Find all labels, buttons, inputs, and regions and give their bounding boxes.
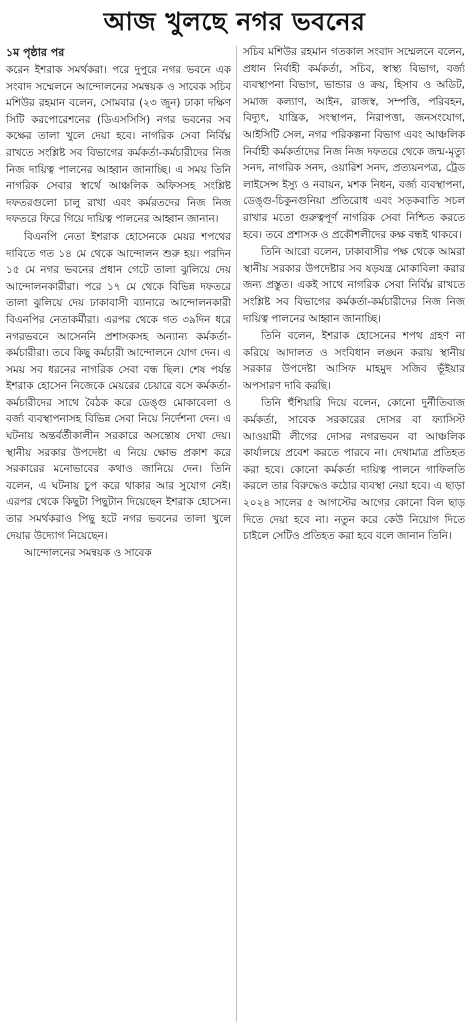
column-divider (236, 46, 237, 1022)
article-paragraph: সচিব মশিউর রহমান গতকাল সংবাদ সম্মেলনে বলেন, প্রধান নির্বাহী কর্মকর্তা, সচিব, স্বাস্থ্য বিভাগ, বর্জ্য ব্যবস্থাপনা বিভাগ, ভান্ডার ও ক্রয়, হিসাব ও অডিট, সমাজ কল্যাণ, আইন, রাজস্ব, সম্পত্তি, পরিবহন, বিদ্যুৎ, যান্ত্রিক, সংস্থাপন, নিরাপত্তা, জনসংযোগ, আইসিটি সেল, নগর পরিকল্পনা বিভাগ এবং আঞ্চলিক নির্বাহী কর্মকর্তাদের নিজ নিজ দফতরে থেকে জন্ম-মৃত্যু সনদ, নাগরিক সনদ, ওয়ারিশ সনদ, প্রত্যয়নপত্র, ট্রেড লাইসেন্স ইস্যু ও নবায়ন, মশক নিধন, বর্জ্য ব্যবস্থাপনা, ডেঙ্গু-চিকুনগুনিয়া প্রতিরোধ এবং সড়কবাতি সচল রাখার মতো গুরুত্বপূর্ণ নাগরিক সেবা নিশ্চিত করতে হবে। তবে প্রশাসক ও প্রকৌশলীদের কক্ষ বন্ধই থাকবে। (243, 46, 465, 241)
article-paragraph: আন্দোলনের সমন্বয়ক ও সাবেক (24, 547, 152, 560)
article-column-left (6, 44, 231, 1024)
headline: আজ খুলছে নগর ভবনের (103, 7, 366, 36)
continuation-label: ১ম পৃষ্ঠার পর (6, 46, 65, 59)
article-paragraph: তিনি আরো বলেন, ঢাকাবাসীর পক্ষ থেকে আমরা স্থানীয় সরকার উপদেষ্টার সব ষড়যন্ত্র মোকাবিলা করার জন্য প্রস্তুত। একই সাথে নাগরিক সেবা নির্বিঘ্ন রাখতে সংশ্লিষ্ট সব বিভাগের কর্মকর্তা-কর্মচারীদের নিজ নিজ দায়িত্ব পালনের আহ্বান জানাচ্ছি। (243, 246, 465, 325)
article-paragraph: তিনি হুঁশিয়ারি দিয়ে বলেন, কোনো দুর্নীতিবাজ কর্মকর্তা, সাবেক সরকারের দোসর বা ফ্যাসিস্ট আওয়ামী লীগের দোসর নগরভবন বা আঞ্চলিক কার্যালয়ে প্রবেশ করতে পারবে না। দেখামাত্র প্রতিহত করা হবে। কোনো কর্মকর্তা দায়িত্ব পালনে গাফিলতি করলে তার বিরুদ্ধেও কঠোর ব্যবস্থা নেয়া হবে। এ ছাড়া ২০২৪ সালের ৫ আগস্টের আগের কোনো বিল ছাড় দিতে দেয়া হবে না। নতুন করে কেউ নিয়োগ দিতে চাইলে সেটিও প্রতিহত করা হবে বলে জানান তিনি। (243, 397, 465, 543)
article-column-right (243, 44, 465, 1024)
article-paragraph: করেন ইশরাক সমর্থকরা। পরে দুপুরে নগর ভবনে এক সংবাদ সম্মেলনে আন্দোলনের সমন্বয়ক ও সাবেক সচিব মশিউর রহমান বলেন, সোমবার (২৩ জুন) ঢাকা দক্ষিণ সিটি করপোরেশনের (ডিএসসিসি) নগর ভবনের সব কক্ষের তালা খুলে দেয়া হবে। নাগরিক সেবা নির্বিঘ্ন রাখতে সংশ্লিষ্ট সব বিভাগের কর্মকর্তা-কর্মচারীদের নিজ নিজ দায়িত্ব পালনের আহ্বান জানাচ্ছি। এ সময় তিনি নাগরিক সেবার স্বার্থে আঞ্চলিক অফিসসহ সংশ্লিষ্ট দফতরগুলো চালু রাখা এবং কর্মরতদের নিজ নিজ দফতরে ফিরে গিয়ে দায়িত্ব পালনের আহ্বান জানান। (6, 64, 231, 226)
article-paragraph: বিএনপি নেতা ইশরাক হোসেনকে মেয়র শপথের দাবিতে গত ১৪ মে থেকে আন্দোলন শুরু হয়। পরদিন ১৫ মে নগর ভবনের প্রধান গেটে তালা ঝুলিয়ে দেয় আন্দোলনকারীরা। পরে ১৭ মে থেকে বিভিন্ন দফতরে তালা ঝুলিয়ে দেয় ঢাকাবাসী ব্যানারে আন্দোলনকারী বিএনপির নেতাকর্মীরা। এরপর থেকে গত ৩৯দিন ধরে নগরভবনে আসেননি প্রশাসকসহ অন্যান্য কর্মকর্তা-কর্মচারীরা। তবে কিছু কর্মচারী আন্দোলনে যোগ দেন। এ সময় সব ধরনের নাগরিক সেবা বন্ধ ছিল। শেষ পর্যন্ত ইশরাক হোসেন নিজেকে মেয়রের চেয়ারে বসে কর্মকর্তা-কর্মচারীদের সাথে বৈঠক করে ডেঙ্গু মোকাবেলা ও বর্জ্য ব্যবস্থাপনাসহ বিভিন্ন সেবা নিয়ে নির্দেশনা দেন। এ ঘটনায় অন্তর্বর্তীকালীন সরকারে অসন্তোষ দেখা দেয়। স্থানীয় সরকার উপদেষ্টা এ নিয়ে ক্ষোভ প্রকাশ করে সরকারের মনোভাবের কথাও জানিয়ে দেন। তিনি বলেন, এ ঘটনায় চুপ করে থাকার আর সুযোগ নেই। এরপর থেকে কিছুটা পিছুটান দিয়েছেন ইশরাক হোসেন। তার সমর্থকরাও পিছু হটে নগর ভবনের তালা খুলে দেয়ার উদ্যোগ নিয়েছেন। (6, 230, 231, 542)
article-paragraph: তিনি বলেন, ইশরাক হোসেনের শপথ গ্রহণ না করিয়ে আদালত ও সংবিধান লঙ্ঘন করায় স্থানীয় সরকার উপদেষ্টা আসিফ মাহমুদ সজিব ভূঁইয়ার অপসারণ দাবি করছি। (243, 330, 465, 392)
